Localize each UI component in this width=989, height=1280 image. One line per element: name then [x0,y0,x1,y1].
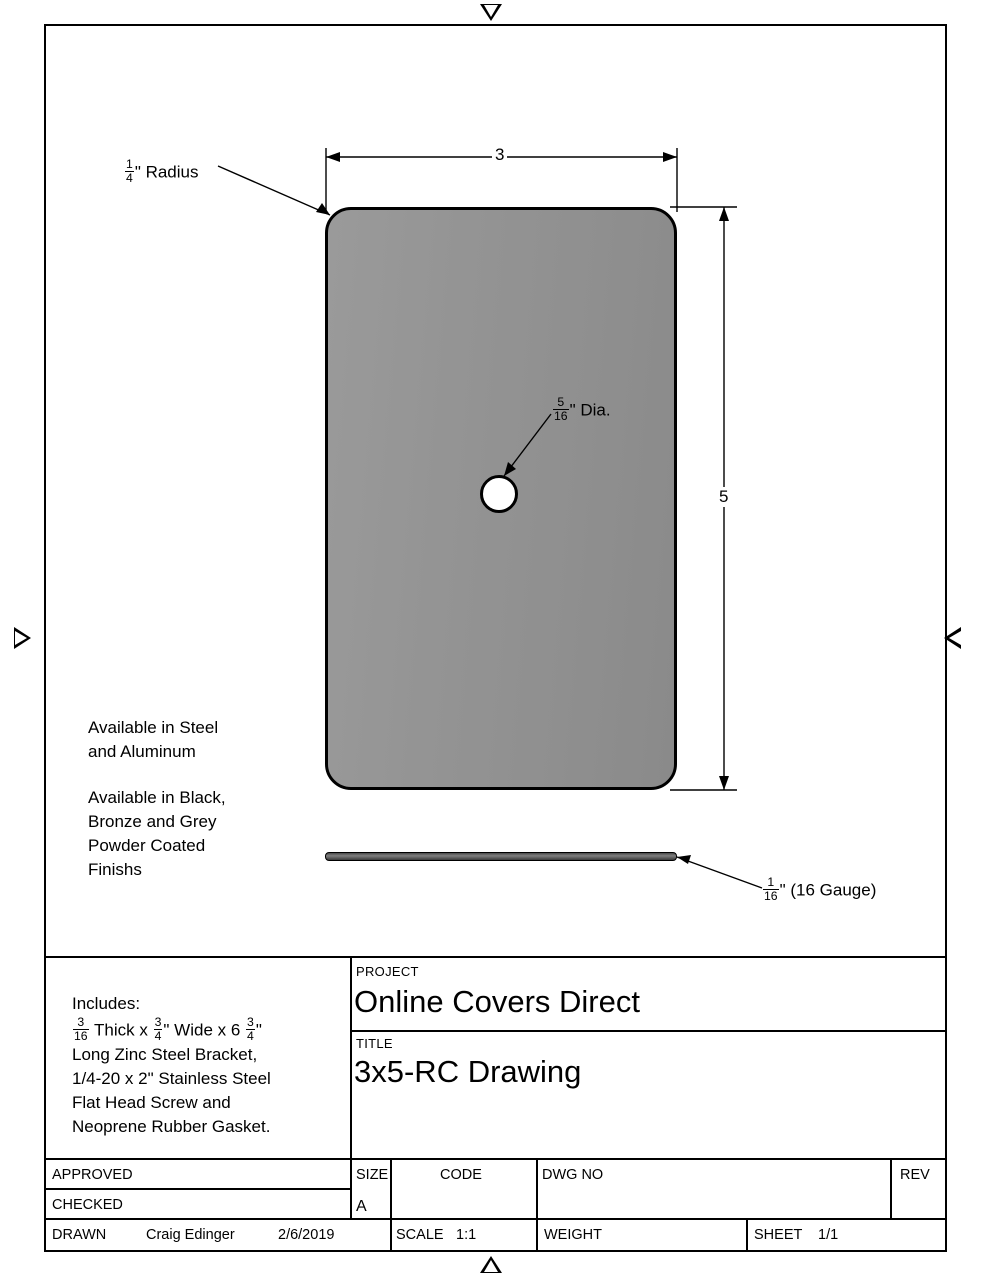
tb-line-project-title [350,1030,947,1032]
thickness-note-text: " (16 Gauge) [779,880,877,900]
approved-label: APPROVED [52,1167,133,1183]
tb-line-bottom [44,1250,947,1252]
rev-label: REV [900,1167,930,1183]
hole-fraction: $\frac{5}{16}$ [554,395,568,423]
size-value: A [356,1198,367,1215]
includes-heading: Includes: [72,994,141,1013]
drawn-label: DRAWN [52,1227,107,1243]
bracket-thickness-fraction: $\frac{3}{16}$ [74,1015,88,1043]
drawn-name: Craig Edinger [146,1227,235,1243]
center-mark-left-inner-icon [15,631,27,645]
radius-note-text: " Radius [134,162,199,182]
includes-line-3: 1/4-20 x 2" Stainless Steel [72,1068,271,1088]
hole-diameter-note [552,396,611,423]
weight-label: WEIGHT [544,1227,602,1243]
height-dimension-label: 5 [716,487,731,507]
finish-note-line-4: Finishs [88,860,142,879]
tb-div-scale [536,1218,538,1250]
material-note-line-2: and Aluminum [88,742,196,761]
tb-line-lower [44,1218,947,1220]
project-label: PROJECT [356,964,419,979]
sheet-value: 1/1 [818,1227,839,1243]
includes-wide-text: " Wide x 6 [163,1020,246,1040]
includes-line-5: Neoprene Rubber Gasket. [72,1116,271,1136]
tb-div-size [390,1158,392,1250]
tb-line-approved [44,1188,350,1190]
center-hole [480,475,518,513]
project-value: Online Covers Direct [354,984,640,1019]
cover-plate-edge-view [325,852,677,861]
radius-fraction: $\frac{1}{4}$ [126,157,133,185]
finish-note-line-3: Powder Coated [88,836,206,855]
includes-long-text: " [255,1020,262,1040]
title-block [44,956,947,1252]
drawn-date: 2/6/2019 [278,1227,335,1243]
hole-note-text: " Dia. [569,400,611,420]
corner-radius-note [124,158,199,185]
center-mark-top-inner-icon [484,5,498,17]
sheet-label: SHEET [754,1227,803,1243]
checked-label: CHECKED [52,1197,123,1213]
bracket-width-fraction: $\frac{3}{4}$ [154,1015,162,1043]
material-note-line-1: Available in Steel [88,718,219,737]
includes-thick-text: Thick x [89,1020,153,1040]
width-dimension-label: 3 [492,145,507,165]
tb-div-sheet [746,1218,748,1250]
finish-note [88,786,226,882]
tb-line-mid [44,1158,947,1160]
dwg-no-label: DWG NO [542,1167,604,1183]
center-mark-right-inner-icon [949,631,961,645]
scale-value: 1:1 [456,1227,477,1243]
scale-label: SCALE [396,1227,444,1243]
thickness-fraction: $\frac{1}{16}$ [764,875,778,903]
material-note [88,716,218,764]
tb-div-rev [890,1158,892,1218]
finish-note-line-2: Bronze and Grey [88,812,217,831]
size-label: SIZE [356,1167,389,1183]
code-label: CODE [440,1167,482,1183]
tb-div-left [350,956,352,1218]
tb-line-top [44,956,947,958]
tb-div-code [536,1158,538,1218]
title-value: 3x5-RC Drawing [354,1054,582,1089]
bracket-length-fraction: $\frac{3}{4}$ [247,1015,254,1043]
center-mark-bottom-inner-icon [484,1260,498,1272]
title-label: TITLE [356,1036,393,1051]
finish-note-line-1: Available in Black, [88,788,226,807]
includes-line-2: Long Zinc Steel Bracket, [72,1044,258,1064]
thickness-note [762,876,876,903]
includes-line-4: Flat Head Screw and [72,1092,231,1112]
